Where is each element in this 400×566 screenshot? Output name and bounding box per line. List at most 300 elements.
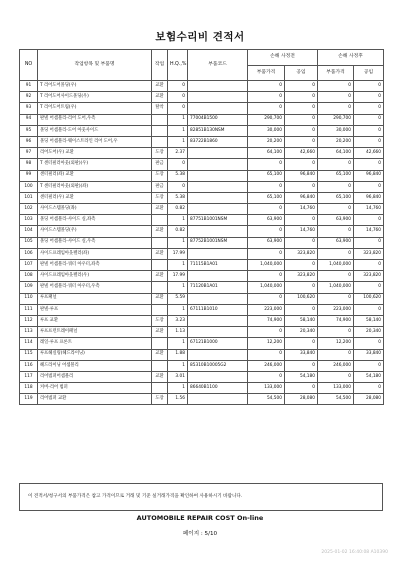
row-work <box>152 304 168 315</box>
row-hq: 0.82 <box>168 226 188 237</box>
row-work: 판금 <box>152 181 168 192</box>
row-before-labor: 0 <box>285 136 318 147</box>
row-before-labor: 0 <box>285 360 318 371</box>
row-hq: 1.56 <box>168 394 188 405</box>
notice-box: 이 견적서/청구서의 부품가격은 참고 가격이므로 거래 및 기준 실거래가격을 확인하여 사용하시기 바랍니다. <box>19 483 383 511</box>
table-row <box>20 136 384 147</box>
row-before-part-price: 30,000 <box>248 125 285 136</box>
row-after-part-price: 0 <box>318 248 354 259</box>
row-after-labor: 14,760 <box>354 204 384 215</box>
row-after-labor: 0 <box>354 237 384 248</box>
row-part-code <box>188 349 248 360</box>
row-before-part-price: 63,900 <box>248 237 285 248</box>
row-before-part-price: 0 <box>248 327 285 338</box>
row-work <box>152 260 168 271</box>
row-hq: 5.38 <box>168 192 188 203</box>
row-hq: 1 <box>168 136 188 147</box>
row-after-labor: 0 <box>354 215 384 226</box>
row-work: 교환 <box>152 349 168 360</box>
row-before-labor: 0 <box>285 282 318 293</box>
row-work: 도장 <box>152 170 168 181</box>
row-after-part-price: 63,900 <box>318 237 354 248</box>
row-hq: 0 <box>168 181 188 192</box>
row-before-part-price: 133,000 <box>248 383 285 394</box>
row-before-labor: 323,820 <box>285 271 318 282</box>
row-item-name: 센터필러(우) 교환 <box>38 192 152 203</box>
row-before-part-price: 0 <box>248 293 285 304</box>
row-work: 교환 <box>152 204 168 215</box>
row-no: 95 <box>20 125 38 136</box>
table-row <box>20 360 384 371</box>
row-part-code: 87752B1001NSM <box>188 237 248 248</box>
row-hq: 1 <box>168 125 188 136</box>
row-before-part-price: 0 <box>248 271 285 282</box>
row-hq: 3.23 <box>168 315 188 326</box>
row-before-part-price: 20,200 <box>248 136 285 147</box>
row-after-part-price: 54,500 <box>318 394 354 405</box>
row-before-labor: 0 <box>285 114 318 125</box>
row-no: 114 <box>20 338 38 349</box>
row-item-name: 리어범퍼 교환 <box>38 394 152 405</box>
estimate-rows <box>20 81 384 405</box>
row-after-labor: 0 <box>354 260 384 271</box>
row-hq: 1 <box>168 360 188 371</box>
header-item: 작업항목 및 부품명 <box>38 50 152 81</box>
row-item-name: 사이드프레임아웃펠러(우) <box>38 271 152 282</box>
row-part-code <box>188 81 248 92</box>
row-before-part-price: 0 <box>248 159 285 170</box>
table-row <box>20 226 384 237</box>
print-timestamp: 2025-01-02 16:40:08 A10390 <box>321 550 388 555</box>
row-no: 94 <box>20 114 38 125</box>
row-after-part-price: 0 <box>318 181 354 192</box>
row-hq: 1 <box>168 114 188 125</box>
row-hq: 17.99 <box>168 271 188 282</box>
row-hq: 17.99 <box>168 248 188 259</box>
row-after-labor: 0 <box>354 360 384 371</box>
row-after-part-price: 0 <box>318 271 354 282</box>
row-item-name: 헤드라이닝 어셈블리 <box>38 360 152 371</box>
row-before-labor: 0 <box>285 304 318 315</box>
table-row <box>20 282 384 293</box>
row-part-code <box>188 170 248 181</box>
row-after-labor: 20,340 <box>354 327 384 338</box>
row-before-part-price: 0 <box>248 226 285 237</box>
row-item-name: 판넬 어셈블리-리어 도어,우측 <box>38 114 152 125</box>
row-after-labor: 0 <box>354 282 384 293</box>
table-row <box>20 338 384 349</box>
row-after-part-price: 0 <box>318 371 354 382</box>
row-item-name: T 리어도어트림(우) <box>38 103 152 114</box>
table-row <box>20 349 384 360</box>
row-item-name: 센터필러(좌) 교환 <box>38 170 152 181</box>
row-no: 92 <box>20 92 38 103</box>
row-part-code: 87751B1001NSM <box>188 215 248 226</box>
row-no: 106 <box>20 248 38 259</box>
row-work <box>152 360 168 371</box>
row-hq: 5.38 <box>168 170 188 181</box>
table-row <box>20 260 384 271</box>
row-work: 교환 <box>152 371 168 382</box>
row-after-labor: 33,840 <box>354 349 384 360</box>
row-part-code: 82851B130NSM <box>188 125 248 136</box>
row-item-name: T 리어도어사이드몰딩(우) <box>38 92 152 103</box>
row-after-labor: 100,620 <box>354 293 384 304</box>
table-row <box>20 81 384 92</box>
row-part-code <box>188 103 248 114</box>
row-hq: 1.13 <box>168 327 188 338</box>
row-after-part-price: 133,000 <box>318 383 354 394</box>
table-row <box>20 327 384 338</box>
table-row <box>20 383 384 394</box>
row-part-code: 77004B1500 <box>188 114 248 125</box>
row-hq: 1 <box>168 215 188 226</box>
row-part-code <box>188 159 248 170</box>
row-no: 111 <box>20 304 38 315</box>
estimate-table <box>19 49 384 405</box>
row-before-labor: 96,840 <box>285 170 318 181</box>
row-part-code <box>188 192 248 203</box>
row-before-part-price: 246,000 <box>248 360 285 371</box>
brand-footer: AUTOMOBILE REPAIR COST On-line <box>136 514 264 522</box>
table-row <box>20 304 384 315</box>
row-before-labor: 0 <box>285 81 318 92</box>
row-before-part-price: 0 <box>248 204 285 215</box>
header-code: 부품코드 <box>188 50 248 81</box>
row-item-name: T 센터필러아웃(외판)(좌) <box>38 181 152 192</box>
row-hq: 2.37 <box>168 148 188 159</box>
row-after-labor: 14,760 <box>354 226 384 237</box>
row-no: 115 <box>20 349 38 360</box>
row-item-name: 커버-리어 범퍼 <box>38 383 152 394</box>
header-before-part-price: 부품가격 <box>248 66 285 81</box>
table-row <box>20 315 384 326</box>
row-before-part-price: 0 <box>248 349 285 360</box>
row-after-part-price: 290,700 <box>318 114 354 125</box>
row-hq: 1.88 <box>168 349 188 360</box>
row-after-labor: 0 <box>354 92 384 103</box>
row-before-part-price: 65,100 <box>248 192 285 203</box>
row-before-part-price: 63,900 <box>248 215 285 226</box>
row-work: 교환 <box>152 81 168 92</box>
row-before-labor: 0 <box>285 125 318 136</box>
header-hq: H.Q.,% <box>168 50 188 81</box>
row-item-name: 몰딩 어셈블리-도어 아웃사이드 <box>38 125 152 136</box>
row-work: 교환 <box>152 92 168 103</box>
table-row <box>20 248 384 259</box>
row-item-name: 몰딩 어셈블리-사이드 실,좌측 <box>38 215 152 226</box>
row-no: 99 <box>20 170 38 181</box>
row-before-part-price: 1,040,000 <box>248 260 285 271</box>
table-row <box>20 204 384 215</box>
row-after-part-price: 0 <box>318 327 354 338</box>
row-part-code <box>188 204 248 215</box>
table-row <box>20 92 384 103</box>
row-no: 112 <box>20 315 38 326</box>
row-part-code: 67121B1000 <box>188 338 248 349</box>
row-item-name: 사이드스텝몰딩(우) <box>38 226 152 237</box>
row-before-labor: 0 <box>285 159 318 170</box>
row-before-part-price: 74,900 <box>248 315 285 326</box>
row-hq: 0.82 <box>168 204 188 215</box>
row-before-part-price: 0 <box>248 248 285 259</box>
table-row <box>20 103 384 114</box>
row-after-labor: 0 <box>354 81 384 92</box>
row-after-part-price: 0 <box>318 92 354 103</box>
row-before-part-price: 1,040,000 <box>248 282 285 293</box>
row-no: 102 <box>20 204 38 215</box>
row-after-labor: 0 <box>354 103 384 114</box>
row-item-name: 레일-루프 프론트 <box>38 338 152 349</box>
row-before-labor: 96,840 <box>285 192 318 203</box>
row-after-part-price: 65,100 <box>318 192 354 203</box>
table-row <box>20 148 384 159</box>
row-after-part-price: 0 <box>318 103 354 114</box>
row-after-labor: 54,180 <box>354 371 384 382</box>
row-no: 98 <box>20 159 38 170</box>
row-before-labor: 0 <box>285 92 318 103</box>
row-no: 101 <box>20 192 38 203</box>
row-no: 107 <box>20 260 38 271</box>
row-part-code <box>188 181 248 192</box>
row-work <box>152 136 168 147</box>
row-after-part-price: 1,040,000 <box>318 260 354 271</box>
row-before-part-price: 0 <box>248 103 285 114</box>
row-after-labor: 323,820 <box>354 271 384 282</box>
row-part-code <box>188 92 248 103</box>
table-row <box>20 293 384 304</box>
row-after-part-price: 20,200 <box>318 136 354 147</box>
table-row <box>20 271 384 282</box>
row-work <box>152 282 168 293</box>
row-work: 도장 <box>152 394 168 405</box>
row-no: 116 <box>20 360 38 371</box>
row-no: 96 <box>20 136 38 147</box>
row-after-part-price: 223,000 <box>318 304 354 315</box>
row-work <box>152 215 168 226</box>
row-part-code <box>188 394 248 405</box>
table-row <box>20 125 384 136</box>
row-hq: 1 <box>168 260 188 271</box>
row-no: 93 <box>20 103 38 114</box>
row-part-code <box>188 315 248 326</box>
row-item-name: 판넬-루프 <box>38 304 152 315</box>
table-row <box>20 192 384 203</box>
row-no: 100 <box>20 181 38 192</box>
row-after-labor: 0 <box>354 159 384 170</box>
row-after-labor: 28,080 <box>354 394 384 405</box>
row-before-labor: 14,760 <box>285 226 318 237</box>
table-row <box>20 371 384 382</box>
row-item-name: 리어범퍼어셈블리 <box>38 371 152 382</box>
row-work: 교환 <box>152 248 168 259</box>
row-work: 교환 <box>152 226 168 237</box>
row-no: 103 <box>20 215 38 226</box>
row-after-labor: 0 <box>354 181 384 192</box>
row-work <box>152 114 168 125</box>
row-no: 118 <box>20 383 38 394</box>
row-work <box>152 237 168 248</box>
row-before-labor: 33,840 <box>285 349 318 360</box>
page-number: 페이지 : 5/10 <box>182 531 218 537</box>
row-part-code: 71120B1A01 <box>188 282 248 293</box>
row-item-name: 판넬 어셈블리-쿼터 아우터,좌측 <box>38 260 152 271</box>
row-no: 105 <box>20 237 38 248</box>
row-item-name: 몰딩 어셈블리-사이드 실,우측 <box>38 237 152 248</box>
header-after-labor: 공임 <box>354 66 384 81</box>
row-after-part-price: 0 <box>318 226 354 237</box>
row-hq: 5.59 <box>168 293 188 304</box>
row-item-name: T 센터필러아웃(외판)(우) <box>38 159 152 170</box>
row-part-code <box>188 327 248 338</box>
row-work: 교환 <box>152 327 168 338</box>
row-no: 110 <box>20 293 38 304</box>
row-after-part-price: 74,900 <box>318 315 354 326</box>
row-hq: 1 <box>168 237 188 248</box>
row-no: 104 <box>20 226 38 237</box>
row-before-part-price: 12,200 <box>248 338 285 349</box>
row-part-code: 67111B1010 <box>188 304 248 315</box>
row-after-labor: 323,820 <box>354 248 384 259</box>
row-before-part-price: 64,100 <box>248 148 285 159</box>
row-work: 판금 <box>152 159 168 170</box>
row-item-name: 루프 교환 <box>38 315 152 326</box>
row-work <box>152 125 168 136</box>
document-title: 보험수리비 견적서 <box>155 31 245 43</box>
row-after-part-price: 65,100 <box>318 170 354 181</box>
row-before-labor: 100,620 <box>285 293 318 304</box>
row-after-part-price: 1,040,000 <box>318 282 354 293</box>
row-after-labor: 58,140 <box>354 315 384 326</box>
row-part-code: 85310B10005G2 <box>188 360 248 371</box>
row-work <box>152 338 168 349</box>
row-before-labor: 20,340 <box>285 327 318 338</box>
row-work <box>152 383 168 394</box>
row-item-name: 몰딩 어셈블리-웨이스트라인 리어 도어,우 <box>38 136 152 147</box>
row-before-labor: 54,180 <box>285 371 318 382</box>
row-no: 109 <box>20 282 38 293</box>
row-item-name: T 리어도어몰딩(우) <box>38 81 152 92</box>
row-before-labor: 0 <box>285 260 318 271</box>
row-part-code <box>188 271 248 282</box>
row-before-part-price: 0 <box>248 371 285 382</box>
row-no: 119 <box>20 394 38 405</box>
row-part-code: 83722B1860 <box>188 136 248 147</box>
row-hq: 0 <box>168 103 188 114</box>
row-work: 탈착 <box>152 103 168 114</box>
row-after-part-price: 0 <box>318 81 354 92</box>
row-before-labor: 0 <box>285 237 318 248</box>
row-after-part-price: 63,900 <box>318 215 354 226</box>
row-before-labor: 0 <box>285 181 318 192</box>
header-before-labor: 공임 <box>285 66 318 81</box>
row-after-labor: 0 <box>354 383 384 394</box>
row-part-code: 86640B1100 <box>188 383 248 394</box>
row-work: 도장 <box>152 192 168 203</box>
row-before-part-price: 0 <box>248 81 285 92</box>
table-row <box>20 170 384 181</box>
header-work: 작업 <box>152 50 168 81</box>
row-item-name: 루프프런트레이패널 <box>38 327 152 338</box>
row-before-labor: 14,760 <box>285 204 318 215</box>
row-after-part-price: 0 <box>318 293 354 304</box>
row-part-code <box>188 371 248 382</box>
row-hq: 0 <box>168 159 188 170</box>
row-before-labor: 0 <box>285 103 318 114</box>
row-part-code: 71115B1A01 <box>188 260 248 271</box>
row-before-labor: 0 <box>285 215 318 226</box>
row-work: 교환 <box>152 293 168 304</box>
table-row <box>20 159 384 170</box>
row-before-labor: 0 <box>285 383 318 394</box>
row-before-part-price: 0 <box>248 92 285 103</box>
row-before-part-price: 223,000 <box>248 304 285 315</box>
row-hq: 0 <box>168 81 188 92</box>
row-part-code <box>188 293 248 304</box>
row-item-name: 루프패널 <box>38 293 152 304</box>
row-before-labor: 0 <box>285 338 318 349</box>
row-no: 97 <box>20 148 38 159</box>
row-after-part-price: 64,100 <box>318 148 354 159</box>
row-after-part-price: 12,200 <box>318 338 354 349</box>
row-hq: 0 <box>168 92 188 103</box>
row-after-labor: 0 <box>354 114 384 125</box>
row-before-labor: 28,080 <box>285 394 318 405</box>
table-row <box>20 181 384 192</box>
table-row <box>20 215 384 226</box>
row-item-name: 사이드스텝몰딩(좌) <box>38 204 152 215</box>
row-after-part-price: 0 <box>318 159 354 170</box>
row-after-part-price: 246,000 <box>318 360 354 371</box>
row-item-name: 루프헤실링(헤드라이닝) <box>38 349 152 360</box>
row-hq: 1 <box>168 338 188 349</box>
row-hq: 1 <box>168 383 188 394</box>
table-row <box>20 114 384 125</box>
row-part-code <box>188 248 248 259</box>
row-no: 113 <box>20 327 38 338</box>
row-before-labor: 42,660 <box>285 148 318 159</box>
row-hq: 3.01 <box>168 371 188 382</box>
row-after-labor: 0 <box>354 136 384 147</box>
row-before-labor: 58,140 <box>285 315 318 326</box>
row-work: 도장 <box>152 315 168 326</box>
header-no: NO <box>20 50 38 81</box>
row-before-labor: 323,820 <box>285 248 318 259</box>
table-row <box>20 237 384 248</box>
row-after-labor: 0 <box>354 338 384 349</box>
row-before-part-price: 65,100 <box>248 170 285 181</box>
row-no: 91 <box>20 81 38 92</box>
row-after-labor: 0 <box>354 125 384 136</box>
row-no: 117 <box>20 371 38 382</box>
header-after-part-price: 부품가격 <box>318 66 354 81</box>
row-after-labor: 42,660 <box>354 148 384 159</box>
row-before-part-price: 0 <box>248 181 285 192</box>
row-before-part-price: 54,500 <box>248 394 285 405</box>
header-before: 손해 사정전 <box>248 50 318 66</box>
row-after-part-price: 0 <box>318 204 354 215</box>
row-item-name: 판넬 어셈블리-쿼터 아우터,우측 <box>38 282 152 293</box>
row-item-name: 사이드프레임아웃펠러(좌) <box>38 248 152 259</box>
row-after-labor: 0 <box>354 304 384 315</box>
row-after-part-price: 30,000 <box>318 125 354 136</box>
row-before-part-price: 290,700 <box>248 114 285 125</box>
table-row <box>20 394 384 405</box>
row-no: 108 <box>20 271 38 282</box>
row-hq: 1 <box>168 304 188 315</box>
row-work: 도장 <box>152 148 168 159</box>
row-item-name: 리어도어(우) 교환 <box>38 148 152 159</box>
